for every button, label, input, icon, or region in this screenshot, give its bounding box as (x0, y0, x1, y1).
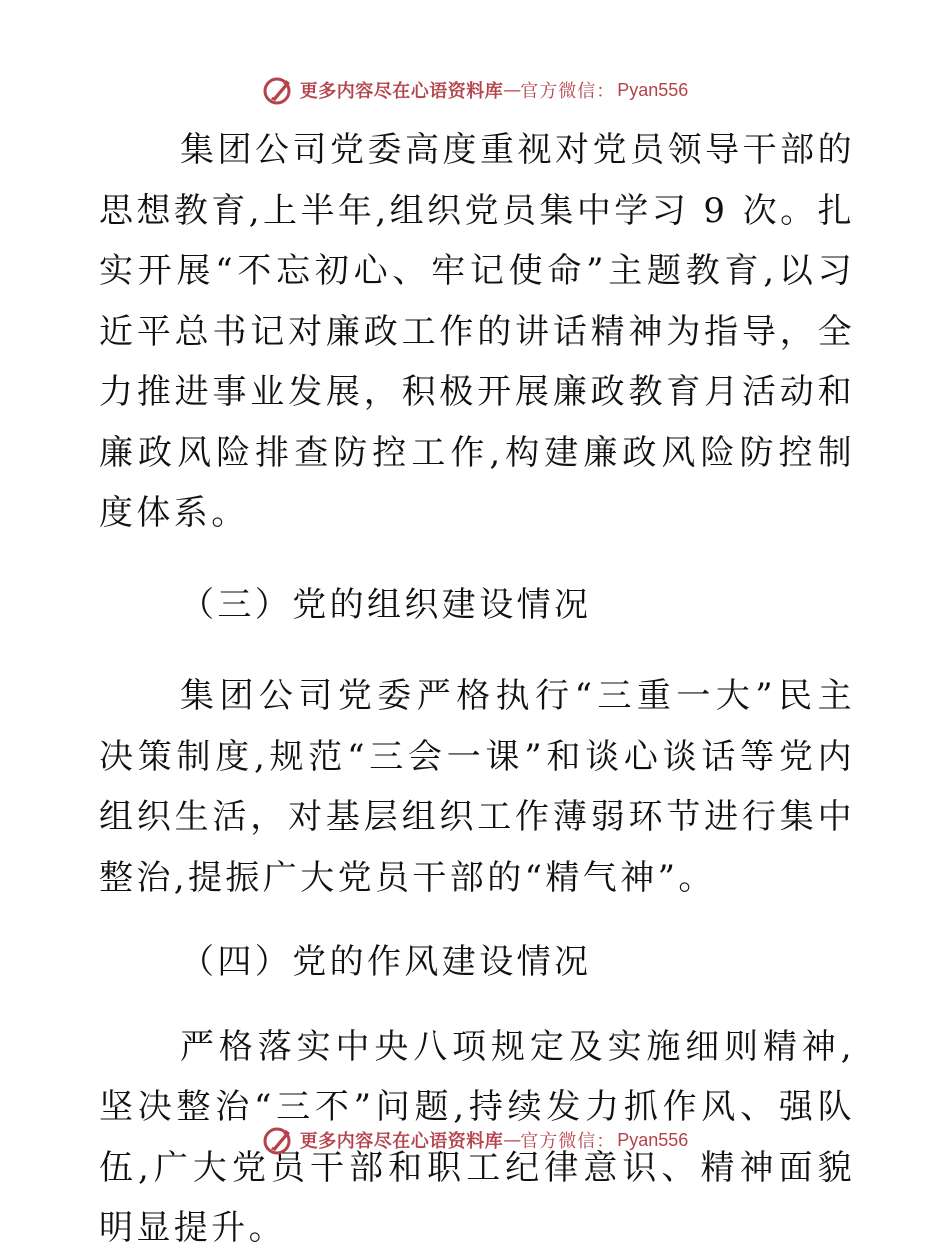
paragraph-thought-education: 集团公司党委高度重视对党员领导干部的思想教育,上半年,组织党员集中学习 9 次。扎实开展“不忘初心、牢记使命”主题教育,以习近平总书记对廉政工作的讲话精神为指导，全力推进事业发展，积极开展廉政教育月活动和廉政风险排查防控工作,构建廉政风险防控制度体系。 (99, 130, 855, 533)
quill-logo-icon (262, 74, 294, 106)
footer-watermark (0, 1123, 950, 1157)
watermark-dash: — (503, 79, 521, 101)
watermark-brand: 更多内容尽在心语资料库 (299, 81, 504, 102)
watermark-wechat-id: Pyan556 (617, 1129, 689, 1150)
watermark-label: 官方微信： (520, 81, 616, 102)
header-watermark (0, 73, 950, 107)
quill-logo-icon (262, 1124, 294, 1156)
section-heading-work-style: （四）党的作风建设情况 (180, 942, 592, 982)
section-heading-organization: （三）党的组织建设情况 (180, 584, 592, 625)
document-body (99, 120, 855, 1259)
watermark-label: 官方微信： (520, 1131, 616, 1152)
watermark-brand: 更多内容尽在心语资料库 (299, 1131, 504, 1152)
paragraph-work-style: 严格落实中央八项规定及实施细则精神,坚决整治“三不”问题,持续发力抓作风、强队伍,广大党员干部和职工纪律意识、精神面貌明显提升。 (99, 1026, 855, 1248)
watermark-dash: — (503, 1129, 521, 1151)
paragraph-organization: 集团公司党委严格执行“三重一大”民主决策制度,规范“三会一课”和谈心谈话等党内组织生活，对基层组织工作薄弱环节进行集中整治,提振广大党员干部的“精气神”。 (99, 676, 855, 898)
watermark-wechat-id: Pyan556 (617, 79, 689, 100)
